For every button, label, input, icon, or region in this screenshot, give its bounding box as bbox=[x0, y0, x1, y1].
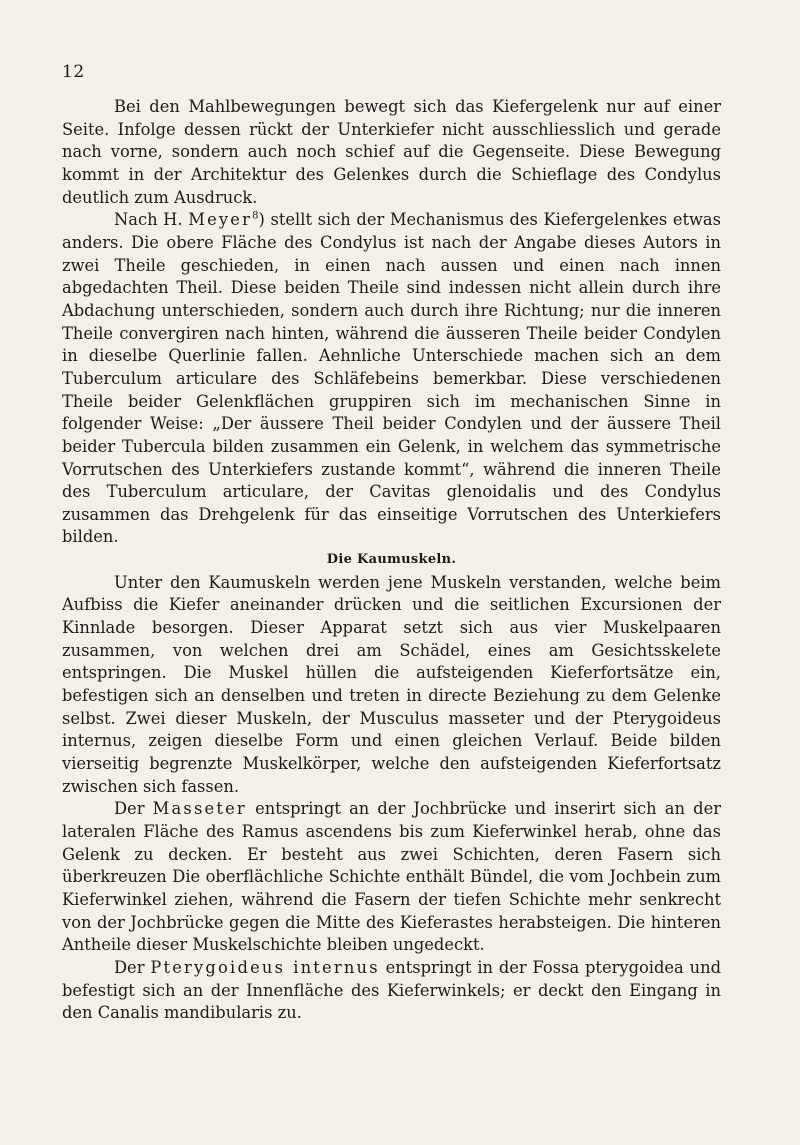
paragraph-lead: Der bbox=[114, 799, 153, 819]
paragraph bbox=[62, 798, 721, 957]
paragraph: Unter den Kaumuskeln werden jene Muskeln verstanden, welche beim Aufbiss die Kiefer aneinander drücken und die seitlichen Excursionen der Kinnlade besorgen. Dieser Apparat setzt sich aus vier Muskelpaaren zusammen, von welchen drei am Schädel, eines am Gesichtsskelete entspringen. Die Muskel hüllen die aufsteigenden Kieferfortsätze ein, befestigen sich an denselben und treten in directe Beziehung zu dem Gelenke selbst. Zwei dieser Muskeln, der Musculus masseter und der Pterygoideus internus, zeigen dieselbe Form und einen gleichen Verlauf. Beide bilden vierseitig begrenzte Muskelkörper, welche den aufsteigenden Kieferfortsatz zwischen sich fassen. bbox=[62, 572, 721, 796]
author-name: Meyer bbox=[188, 210, 253, 230]
paragraph-text: ) stellt sich der Mechanismus des Kiefergelenkes etwas anders. Die obere Fläche des Condylus ist nach der Angabe dieses Autors in zwei Theile geschieden, in einen nach aussen und einen nach innen abgedachten Theil. Diese beiden Theile sind indessen nicht allein durch ihre Abdachung unterschieden, sondern auch durch ihre Richtung; nur die inneren Theile convergiren nach hinten, während die äusseren Theile beider Condylen in dieselbe Querlinie fallen. Aehnliche Unterschiede machen sich an dem Tuberculum articulare des Schläfebeins bemerkbar. Diese verschiedenen Theile beider Gelenkflächen gruppiren sich im mechanischen Sinne in folgender Weise: „Der äussere Theil beider Condylen und der äussere Theil beider Tubercula bilden zusammen ein Gelenk, in welchem das symmetrische Vorrutschen des Unterkiefers zustande kommt“, während die inneren Theile des Tuberculum articulare, der Cavitas glenoidalis und des Condylus zusammen das Drehgelenk für das einseitige Vorrutschen des Unterkiefers bilden. bbox=[62, 210, 721, 547]
section-heading: Die Kaumuskeln. bbox=[326, 552, 457, 568]
muscle-name: Pterygoideus internus bbox=[150, 957, 380, 977]
paragraph-lead: Nach H. bbox=[114, 210, 189, 230]
paragraph: Bei den Mahlbewegungen bewegt sich das Kiefergelenk nur auf einer Seite. Infolge dessen rückt der Unterkiefer nicht ausschliesslich und gerade nach vorne, sondern auch noch schief auf die Gegenseite. Diese Bewegung kommt in der Architektur des Gelenkes durch die Schieflage des Condylus deutlich zum Ausdruck. bbox=[62, 97, 721, 207]
footnote-reference: 8 bbox=[252, 210, 259, 222]
paragraph-text: entspringt an der Jochbrücke und inserirt sich an der lateralen Fläche des Ramus ascendens bis zum Kieferwinkel herab, ohne das Gelenk zu decken. Er besteht aus zwei Schichten, deren Fasern sich überkreuzen Die oberflächliche Schichte enthält Bündel, die vom Jochbein zum Kieferwinkel ziehen, während die Fasern der tiefen Schichte mehr senkrecht von der Jochbrücke gegen die Mitte des Kieferastes herabsteigen. Die hinteren Antheile dieser Muskelschichte bleiben ungedeckt. bbox=[62, 799, 721, 955]
paragraph-text: entspringt in der Fossa pterygoidea und befestigt sich an der Innenfläche des Kieferwinkels; er deckt den Eingang in den Canalis mandibularis zu. bbox=[62, 957, 721, 1023]
body-text bbox=[62, 96, 721, 1025]
paragraph-lead: Der bbox=[114, 957, 151, 977]
paragraph bbox=[62, 957, 721, 1025]
paragraph bbox=[62, 209, 721, 549]
muscle-name: Masseter bbox=[152, 799, 247, 819]
page-number: 12 bbox=[62, 62, 85, 82]
